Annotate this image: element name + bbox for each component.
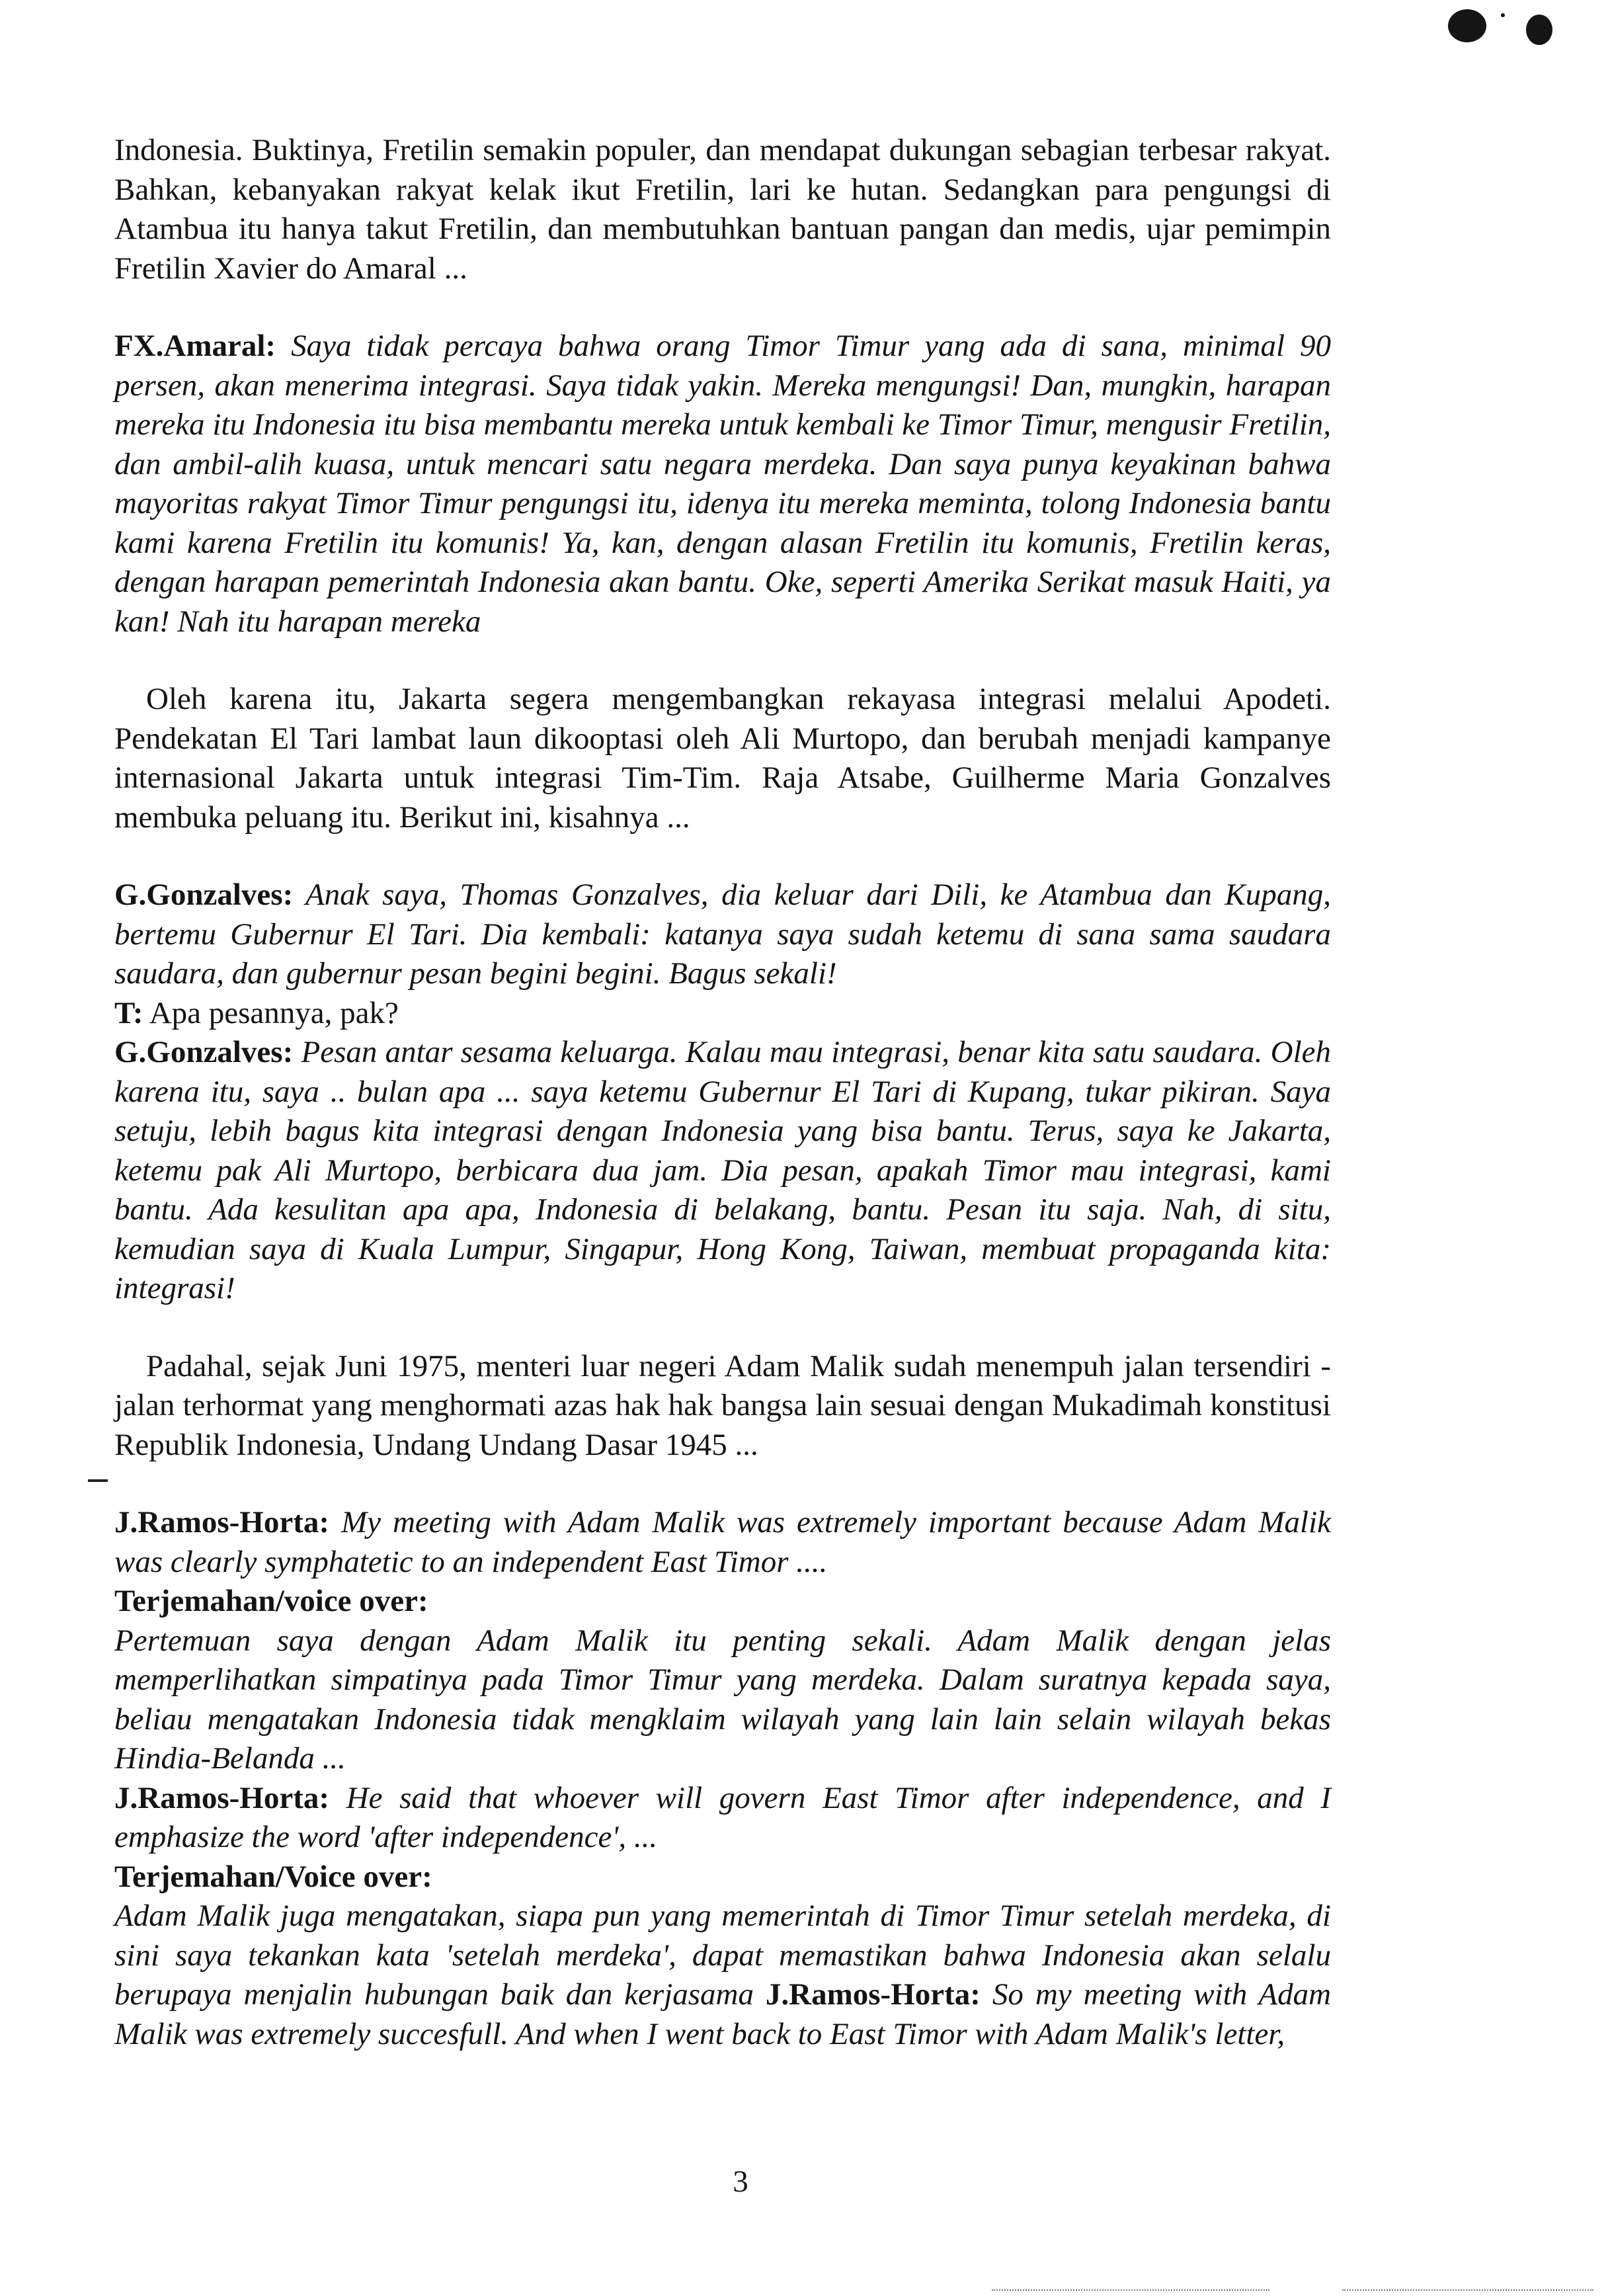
- voiceover-text: Adam Malik juga mengatakan, siapa pun yang memerintah di Timor Timur setelah merdeka, di sini saya tekankan kata 'setelah merdeka', dapat memastikan bahwa Indonesia akan selalu berupaya menjalin hubungan baik dan kerjasama: [114, 1899, 1331, 2012]
- body-text: [114, 131, 1331, 2054]
- speaker-label: G.Gonzalves:: [114, 1035, 294, 1069]
- narration-paragraph: [114, 680, 1331, 837]
- speaker-label: G.Gonzalves:: [114, 878, 294, 912]
- voiceover-paragraph: [114, 1621, 1331, 1779]
- narration-paragraph: [114, 131, 1331, 288]
- translation-heading: Terjemahan/Voice over:: [114, 1859, 432, 1894]
- voiceover-text: Pertemuan saya dengan Adam Malik itu penting sekali. Adam Malik dengan jelas memperlihatkan simpatinya pada Timor Timur yang merdeka. Dalam suratnya kepada saya, beliau mengatakan Indonesia tidak mengklaim wilayah yang lain lain selain wilayah bekas Hindia-Belanda ...: [114, 1623, 1331, 1776]
- ink-blot-large: [1448, 9, 1486, 42]
- speech-text: He said that whoever will govern East Timor after independence, and I emphasize the word 'after independence', ...: [114, 1780, 1332, 1854]
- speaker-label: J.Ramos-Horta:: [114, 1780, 330, 1815]
- speech-paragraph: [114, 327, 1331, 641]
- speech-text: Anak saya, Thomas Gonzalves, dia keluar dari Dili, ke Atambua dan Kupang, bertemu Gubernur El Tari. Dia kembali: katanya saya sudah ketemu di sana sama saudara saudara, dan gubernur pesan begini begini. Bagus sekali!: [114, 878, 1332, 991]
- narration-text: Indonesia. Buktinya, Fretilin semakin populer, dan mendapat dukungan sebagian terbesar rakyat. Bahkan, kebanyakan rakyat kelak ikut Fretilin, lari ke hutan. Sedangkan para pengungsi di Atambua itu hanya takut Fretilin, dan membutuhkan bantuan pangan dan medis, ujar pemimpin Fretilin Xavier do Amaral ...: [114, 133, 1331, 286]
- narration-text: Padahal, sejak Juni 1975, menteri luar negeri Adam Malik sudah menempuh jalan tersendiri - jalan terhormat yang menghormati azas hak hak bangsa lain sesuai dengan Mukadimah konstitusi Republik Indonesia, Undang Undang Dasar 1945 ...: [114, 1348, 1331, 1462]
- scan-line-bottom-2: [1342, 2289, 1593, 2291]
- speech-text: Pesan antar sesama keluarga. Kalau mau integrasi, benar kita satu saudara. Oleh karena itu, saya .. bulan apa ... saya ketemu Gubernur El Tari di Kupang, tukar pikiran. Saya setuju, lebih bagus kita integrasi dengan Indonesia yang bisa bantu. Terus, saya ke Jakarta, ketemu pak Ali Murtopo, berbicara dua jam. Dia pesan, apakah Timor mau integrasi, kami bantu. Ada kesulitan apa apa, Indonesia di belakang, bantu. Pesan itu saja. Nah, di situ, kemudian saya di Kuala Lumpur, Singapur, Hong Kong, Taiwan, membuat propaganda kita: integrasi!: [114, 1035, 1332, 1305]
- ink-blot-small: [1526, 15, 1552, 45]
- speaker-label: FX.Amaral:: [114, 329, 276, 363]
- margin-dash-mark: [88, 1479, 108, 1482]
- scan-line-bottom-1: [992, 2289, 1269, 2291]
- voiceover-paragraph: [114, 1897, 1331, 2054]
- narration-paragraph: [114, 1347, 1331, 1465]
- speech-paragraph: [114, 1779, 1331, 1858]
- translation-heading: Terjemahan/voice over:: [114, 1584, 428, 1618]
- speech-paragraph: [114, 876, 1331, 994]
- speech-paragraph: [114, 1033, 1331, 1309]
- speech-text: My meeting with Adam Malik was extremely important because Adam Malik was clearly symphatetic to an independent East Timor ....: [114, 1505, 1332, 1579]
- question-paragraph: [114, 994, 1331, 1034]
- speech-text: So my meeting with Adam Malik was extremely succesfull. And when I went back to East Timor with Adam Malik's letter,: [114, 1977, 1332, 2051]
- speaker-label: J.Ramos-Horta:: [114, 1505, 330, 1539]
- speaker-label: J.Ramos-Horta:: [765, 1977, 981, 2012]
- speech-paragraph: [114, 1503, 1331, 1582]
- speech-text: Saya tidak percaya bahwa orang Timor Timur yang ada di sana, minimal 90 persen, akan menerima integrasi. Saya tidak yakin. Mereka mengungsi! Dan, mungkin, harapan mereka itu Indonesia itu bisa membantu mereka untuk kembali ke Timor Timur, mengusir Fretilin, dan ambil-alih kuasa, untuk mencari satu negara merdeka. Dan saya punya keyakinan bahwa mayoritas rakyat Timor Timur pengungsi itu, idenya itu mereka meminta, tolong Indonesia bantu kami karena Fretilin itu komunis! Ya, kan, dengan alasan Fretilin itu komunis, Fretilin keras, dengan harapan pemerintah Indonesia akan bantu. Oke, seperti Amerika Serikat masuk Haiti, ya kan! Nah itu harapan mereka: [114, 329, 1332, 639]
- ink-speck: [1501, 13, 1505, 17]
- narration-text: Oleh karena itu, Jakarta segera mengembangkan rekayasa integrasi melalui Apodeti. Pendekatan El Tari lambat laun dikooptasi oleh Ali Murtopo, dan berubah menjadi kampanye internasional Jakarta untuk integrasi Tim-Tim. Raja Atsabe, Guilherme Maria Gonzalves membuka peluang itu. Berikut ini, kisahnya ...: [114, 682, 1331, 835]
- speaker-label: T:: [114, 995, 143, 1030]
- question-text: Apa pesannya, pak?: [149, 995, 399, 1030]
- page-number: 3: [733, 2164, 748, 2199]
